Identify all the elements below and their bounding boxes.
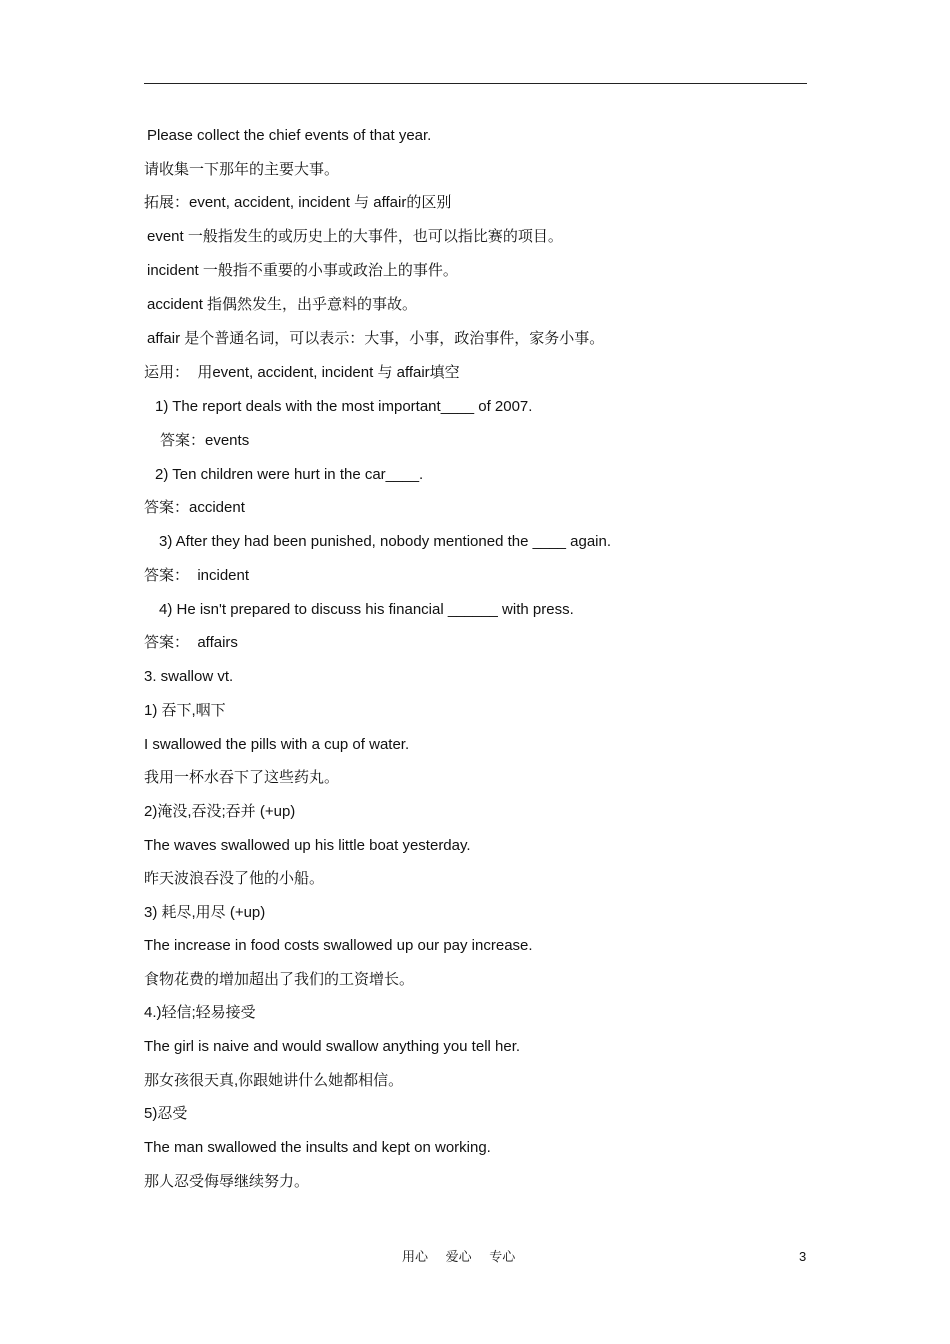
text-line: 昨天波浪吞没了他的小船。 bbox=[144, 870, 325, 887]
text-line: 那女孩很天真,你跟她讲什么她都相信。 bbox=[144, 1072, 404, 1089]
text-line: 拓展：event, accident, incident 与 affair的区别 bbox=[144, 194, 452, 211]
text-line: 3) After they had been punished, nobody mentioned the ____ again. bbox=[159, 533, 612, 550]
text-line: accident 指偶然发生，出乎意料的事故。 bbox=[147, 296, 418, 313]
text-line: The increase in food costs swallowed up our pay increase. bbox=[144, 937, 533, 954]
text-line: 5)忍受 bbox=[144, 1105, 188, 1122]
text-line: 答案： affairs bbox=[144, 634, 238, 651]
page-number: 3 bbox=[799, 1249, 807, 1264]
text-line: 答案： incident bbox=[144, 567, 250, 584]
text-line: The waves swallowed up his little boat yesterday. bbox=[144, 837, 471, 854]
text-line: 2) Ten children were hurt in the car____. bbox=[155, 466, 424, 483]
text-line: 请收集一下那年的主要大事。 bbox=[144, 161, 340, 178]
text-line: incident 一般指不重要的小事或政治上的事件。 bbox=[147, 262, 458, 279]
text-line: 4) He isn't prepared to discuss his financial ______ with press. bbox=[159, 601, 574, 618]
footer-text: 用心 爱心 专心 bbox=[402, 1249, 516, 1264]
text-line: 3. swallow vt. bbox=[144, 668, 234, 685]
text-line: 答案：events bbox=[160, 432, 250, 449]
text-line: event 一般指发生的或历史上的大事件，也可以指比赛的项目。 bbox=[147, 228, 563, 245]
text-line: 食物花费的增加超出了我们的工资增长。 bbox=[144, 971, 415, 988]
text-line: The man swallowed the insults and kept on working. bbox=[144, 1139, 491, 1156]
header-rule bbox=[144, 83, 807, 84]
text-line: 2)淹没,吞没;吞并 (+up) bbox=[144, 803, 296, 820]
text-line: Please collect the chief events of that year. bbox=[147, 127, 432, 144]
text-line: 4.)轻信;轻易接受 bbox=[144, 1004, 256, 1021]
text-line: 我用一杯水吞下了这些药丸。 bbox=[144, 769, 340, 786]
text-line: 1) 吞下,咽下 bbox=[144, 702, 226, 719]
text-line: 答案：accident bbox=[144, 499, 245, 516]
text-line: 1) The report deals with the most important____ of 2007. bbox=[155, 398, 533, 415]
text-line: 那人忍受侮辱继续努力。 bbox=[144, 1173, 310, 1190]
text-line: 运用： 用event, accident, incident 与 affair填空 bbox=[144, 364, 460, 381]
text-line: affair 是个普通名词，可以表示：大事，小事，政治事件，家务小事。 bbox=[147, 330, 605, 347]
text-line: 3) 耗尽,用尽 (+up) bbox=[144, 904, 266, 921]
text-line: The girl is naive and would swallow anything you tell her. bbox=[144, 1038, 521, 1055]
text-line: I swallowed the pills with a cup of water. bbox=[144, 736, 410, 753]
